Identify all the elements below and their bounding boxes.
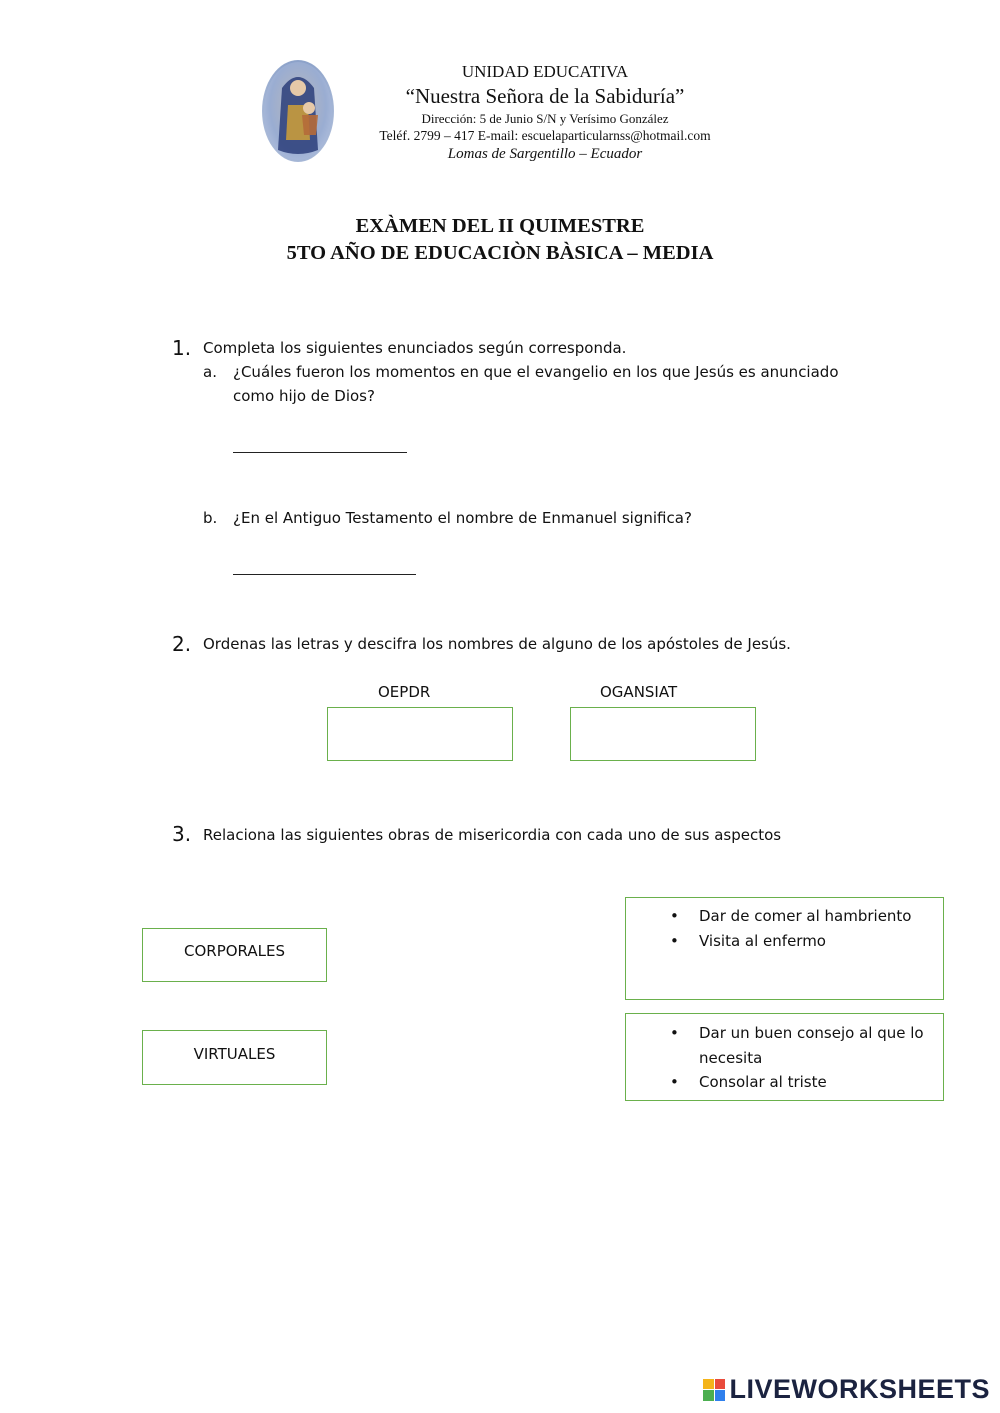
answer-box-2[interactable] [570,707,756,761]
q1b-answer-line[interactable] [233,574,416,575]
exam-title: EXÀMEN DEL II QUIMESTRE [355,215,645,237]
list-item: • Dar un buen consejo al que lo necesita [670,1024,924,1067]
category-box-virtuales[interactable] [142,1030,327,1085]
school-contact: Teléf. 2799 – 417 E-mail: escuelaparticularnss@hotmail.com [379,128,711,143]
category-label: CORPORALES [184,942,285,960]
list-item: • Dar de comer al hambriento [670,907,912,925]
works-box-1[interactable] [625,897,944,1000]
school-address: Dirección: 5 de Junio S/N y Verísimo González [421,111,669,126]
answer-box-1[interactable] [327,707,513,761]
school-location: Lomas de Sargentillo – Ecuador [447,146,643,162]
q1a-answer-line[interactable] [233,452,407,453]
q3-text: Relaciona las siguientes obras de misericordia con cada uno de sus aspectos [203,826,782,844]
scrambled-word-1: OEPDR [378,683,431,701]
q1b-label: b. [203,509,218,527]
q1a-text-line1: ¿Cuáles fueron los momentos en que el evangelio en los que Jesús es anunciado [233,363,839,381]
exam-subtitle: 5TO AÑO DE EDUCACIÒN BÀSICA – MEDIA [286,242,714,264]
q1a-label: a. [203,363,217,381]
q1a-text-line2: como hijo de Dios? [233,387,375,405]
liveworksheets-logo [703,1374,990,1405]
works-box-2[interactable] [625,1013,944,1101]
category-label: VIRTUALES [193,1044,276,1063]
school-name: “Nuestra Señora de la Sabiduría” [405,84,685,108]
liveworksheets-icon [703,1379,725,1401]
school-logo [262,60,334,162]
list-item: • Visita al enfermo [670,931,826,950]
liveworksheets-wordmark: LIVEWORKSHEETS [729,1374,990,1404]
virgin-and-child-icon [262,60,334,162]
q1-number: 1. [172,336,192,360]
q1b-text: ¿En el Antiguo Testamento el nombre de Enmanuel significa? [233,509,692,527]
scrambled-word-2: OGANSIAT [600,683,678,701]
q1-text: Completa los siguientes enunciados según corresponda. [203,339,627,357]
category-box-corporales[interactable] [142,928,327,982]
q3-number: 3. [172,822,192,846]
school-type: UNIDAD EDUCATIVA [461,62,629,81]
q2-text: Ordenas las letras y descifra los nombres de alguno de los apóstoles de Jesús. [203,635,791,653]
list-item: • Consolar al triste [670,1073,827,1091]
q2-number: 2. [172,632,192,656]
